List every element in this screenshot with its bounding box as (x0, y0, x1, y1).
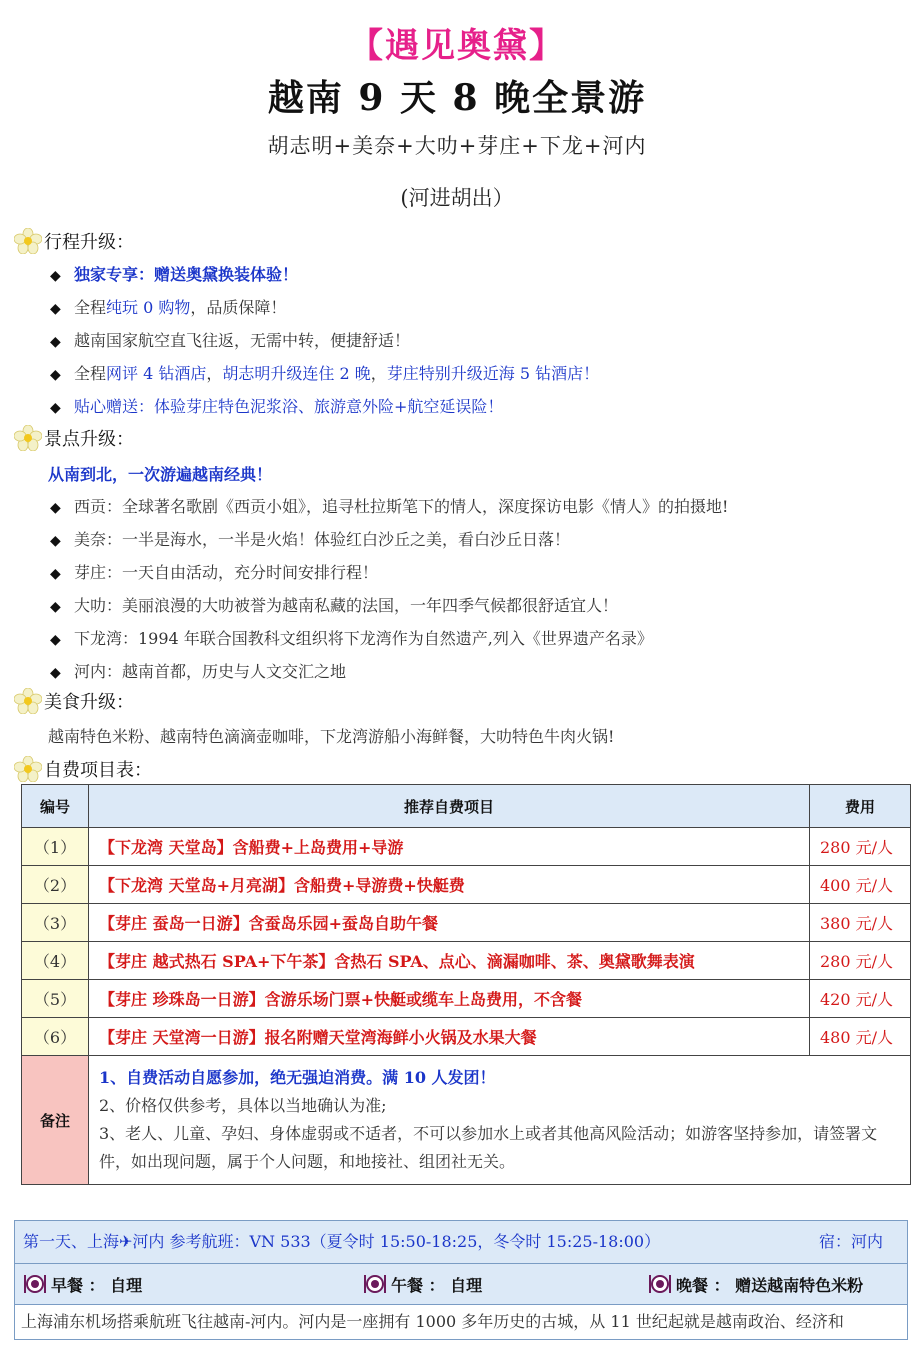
list-item (50, 357, 900, 390)
section-food-upgrade (14, 688, 134, 714)
sights-subheading: 从南到北，一次游遍越南经典！ (48, 465, 273, 484)
list-item-text: 独家专享：赠送奥黛换装体验！ (74, 265, 299, 284)
row-number: （4） (22, 942, 89, 980)
list-item-text: 大叻：美丽浪漫的大叻被誉为越南私藏的法国，一年四季气候都很舒适宜人！ (74, 596, 619, 615)
column-header-price: 费用 (810, 785, 911, 828)
list-item-text: 胡志明升级连住 2 晚 (222, 364, 371, 383)
list-item (50, 556, 900, 589)
section-heading: 美食升级： (44, 692, 134, 713)
notes-content (89, 1056, 911, 1185)
route-subtitle: 胡志明+美奈+大叻+芽庄+下龙+河内 (267, 134, 647, 158)
dinner (648, 1273, 863, 1296)
itinerary-upgrade-list (50, 258, 900, 423)
list-item (50, 291, 900, 324)
list-item-text: 美奈：一半是海水，一半是火焰！体验红白沙丘之美，看白沙丘日落！ (74, 530, 571, 549)
note-line: 1、自费活动自愿参加，绝无强迫消费。满 10 人发团！ (99, 1068, 496, 1087)
row-item: 【芽庄 珍珠岛一日游】含游乐场门票+快艇或缆车上岛费用，不含餐 (89, 980, 810, 1018)
table-row (22, 942, 911, 980)
list-item (50, 655, 900, 688)
list-item (50, 523, 900, 556)
breakfast-label: 早餐 ： 自理 (51, 1275, 143, 1295)
day1-box (14, 1220, 908, 1340)
diamond-icon: ◆ (50, 665, 61, 681)
list-item (50, 390, 900, 423)
section-heading: 景点升级： (44, 429, 134, 450)
row-item: 【芽庄 蚕岛一日游】含蚕岛乐园+蚕岛自助午餐 (89, 904, 810, 942)
row-price: 400 元/人 (810, 866, 911, 904)
row-item: 【下龙湾 天堂岛】含船费+上岛费用+导游 (89, 828, 810, 866)
row-item: 【芽庄 天堂湾一日游】报名附赠天堂湾海鲜小火锅及水果大餐 (89, 1018, 810, 1056)
diamond-icon: ◆ (50, 367, 61, 383)
lunch (363, 1273, 648, 1296)
list-item (50, 490, 900, 523)
table-row (22, 828, 911, 866)
list-item-text: 越南国家航空直飞往返，无需中转，便捷舒适！ (74, 331, 411, 350)
list-item-text: 芽庄特别升级近海 5 钻酒店！ (386, 364, 600, 383)
list-item (50, 258, 900, 291)
row-number: （2） (22, 866, 89, 904)
day1-heading: 第一天、上海✈河内 参考航班：VN 533（夏令时 15:50-18:25，冬令时 15:25-18:00） (23, 1232, 661, 1251)
column-header-item: 推荐自费项目 (89, 785, 810, 828)
page-title: 越南 9 天 8 晚全景游 (267, 77, 647, 119)
lunch-label: 午餐 ： 自理 (391, 1275, 483, 1295)
table-row (22, 1018, 911, 1056)
row-number: （6） (22, 1018, 89, 1056)
plate-icon (23, 1273, 47, 1295)
row-number: （5） (22, 980, 89, 1018)
notes-label: 备注 (22, 1056, 89, 1185)
day1-meals (15, 1263, 907, 1304)
notes-row (22, 1056, 911, 1185)
diamond-icon: ◆ (50, 400, 61, 416)
list-item (50, 324, 900, 357)
diamond-icon: ◆ (50, 268, 61, 284)
diamond-icon: ◆ (50, 599, 61, 615)
diamond-icon: ◆ (50, 334, 61, 350)
day1-stay: 宿：河内 (818, 1232, 883, 1251)
breakfast (23, 1273, 363, 1296)
optional-items-table (21, 784, 911, 1185)
row-price: 480 元/人 (810, 1018, 911, 1056)
list-item-text: 纯玩 0 购物 (106, 298, 191, 317)
entry-note: (河进胡出） (400, 186, 514, 210)
flower-icon (14, 688, 42, 714)
row-price: 280 元/人 (810, 828, 911, 866)
row-number: （3） (22, 904, 89, 942)
list-item-text: ， (206, 364, 223, 383)
list-item-text: 全程 (74, 298, 107, 317)
row-number: （1） (22, 828, 89, 866)
food-text: 越南特色米粉、越南特色滴滴壶咖啡，下龙湾游船小海鲜餐，大叻特色牛肉火锅! (48, 727, 615, 746)
table-row (22, 866, 911, 904)
list-item (50, 622, 900, 655)
plate-icon (363, 1273, 387, 1295)
diamond-icon: ◆ (50, 533, 61, 549)
section-optional-items (14, 756, 152, 782)
diamond-icon: ◆ (50, 500, 61, 516)
section-sights-upgrade (14, 425, 134, 451)
section-itinerary-upgrade (14, 228, 134, 254)
list-item-text: 河内：越南首都，历史与人文交汇之地 (74, 662, 347, 681)
plate-icon (648, 1273, 672, 1295)
list-item-text: 贴心赠送：体验芽庄特色泥浆浴、旅游意外险+航空延误险！ (74, 397, 504, 416)
list-item-text: 西贡：全球著名歌剧《西贡小姐》，追寻杜拉斯笔下的情人，深度探访电影《情人》的拍摄地! (74, 497, 729, 516)
flower-icon (14, 228, 42, 254)
table-header-row (22, 785, 911, 828)
flower-icon (14, 425, 42, 451)
list-item-text: 全程 (74, 364, 107, 383)
column-header-number: 编号 (22, 785, 89, 828)
list-item-text: 网评 4 钻酒店 (106, 364, 207, 383)
day1-description: 上海浦东机场搭乘航班飞往越南-河内。河内是一座拥有 1000 多年历史的古城，从 11 世纪起就是越南政治、经济和 (15, 1304, 907, 1339)
list-item-text: ， (370, 364, 387, 383)
row-item: 【下龙湾 天堂岛+月亮湖】含船费+导游费+快艇费 (89, 866, 810, 904)
list-item-text: 下龙湾：1994 年联合国教科文组织将下龙湾作为自然遗产,列入《世界遗产名录》 (74, 629, 653, 648)
note-line: 3、老人、儿童、孕妇、身体虚弱或不适者，不可以参加水上或者其他高风险活动；如游客坚持参加，请签署文件，如出现问题，属于个人问题，和地接社、组团社无关。 (99, 1124, 878, 1171)
diamond-icon: ◆ (50, 632, 61, 648)
table-row (22, 980, 911, 1018)
row-price: 380 元/人 (810, 904, 911, 942)
brand-title: 【遇见奥黛】 (349, 26, 565, 66)
diamond-icon: ◆ (50, 301, 61, 317)
row-price: 280 元/人 (810, 942, 911, 980)
section-heading: 行程升级： (44, 232, 134, 253)
dinner-label: 晚餐 ： 赠送越南特色米粉 (676, 1275, 864, 1295)
diamond-icon: ◆ (50, 566, 61, 582)
note-line: 2、价格仅供参考，具体以当地确认为准; (99, 1096, 387, 1115)
list-item (50, 589, 900, 622)
day1-header (15, 1221, 907, 1263)
table-row (22, 904, 911, 942)
sights-upgrade-list (50, 490, 900, 688)
section-heading: 自费项目表： (44, 760, 152, 781)
flower-icon (14, 756, 42, 782)
row-price: 420 元/人 (810, 980, 911, 1018)
list-item-text: 芽庄：一天自由活动，充分时间安排行程！ (74, 563, 379, 582)
row-item: 【芽庄 越式热石 SPA+下午茶】含热石 SPA、点心、滴漏咖啡、茶、奥黛歌舞表演 (89, 942, 810, 980)
list-item-text: ，品质保障！ (190, 298, 287, 317)
